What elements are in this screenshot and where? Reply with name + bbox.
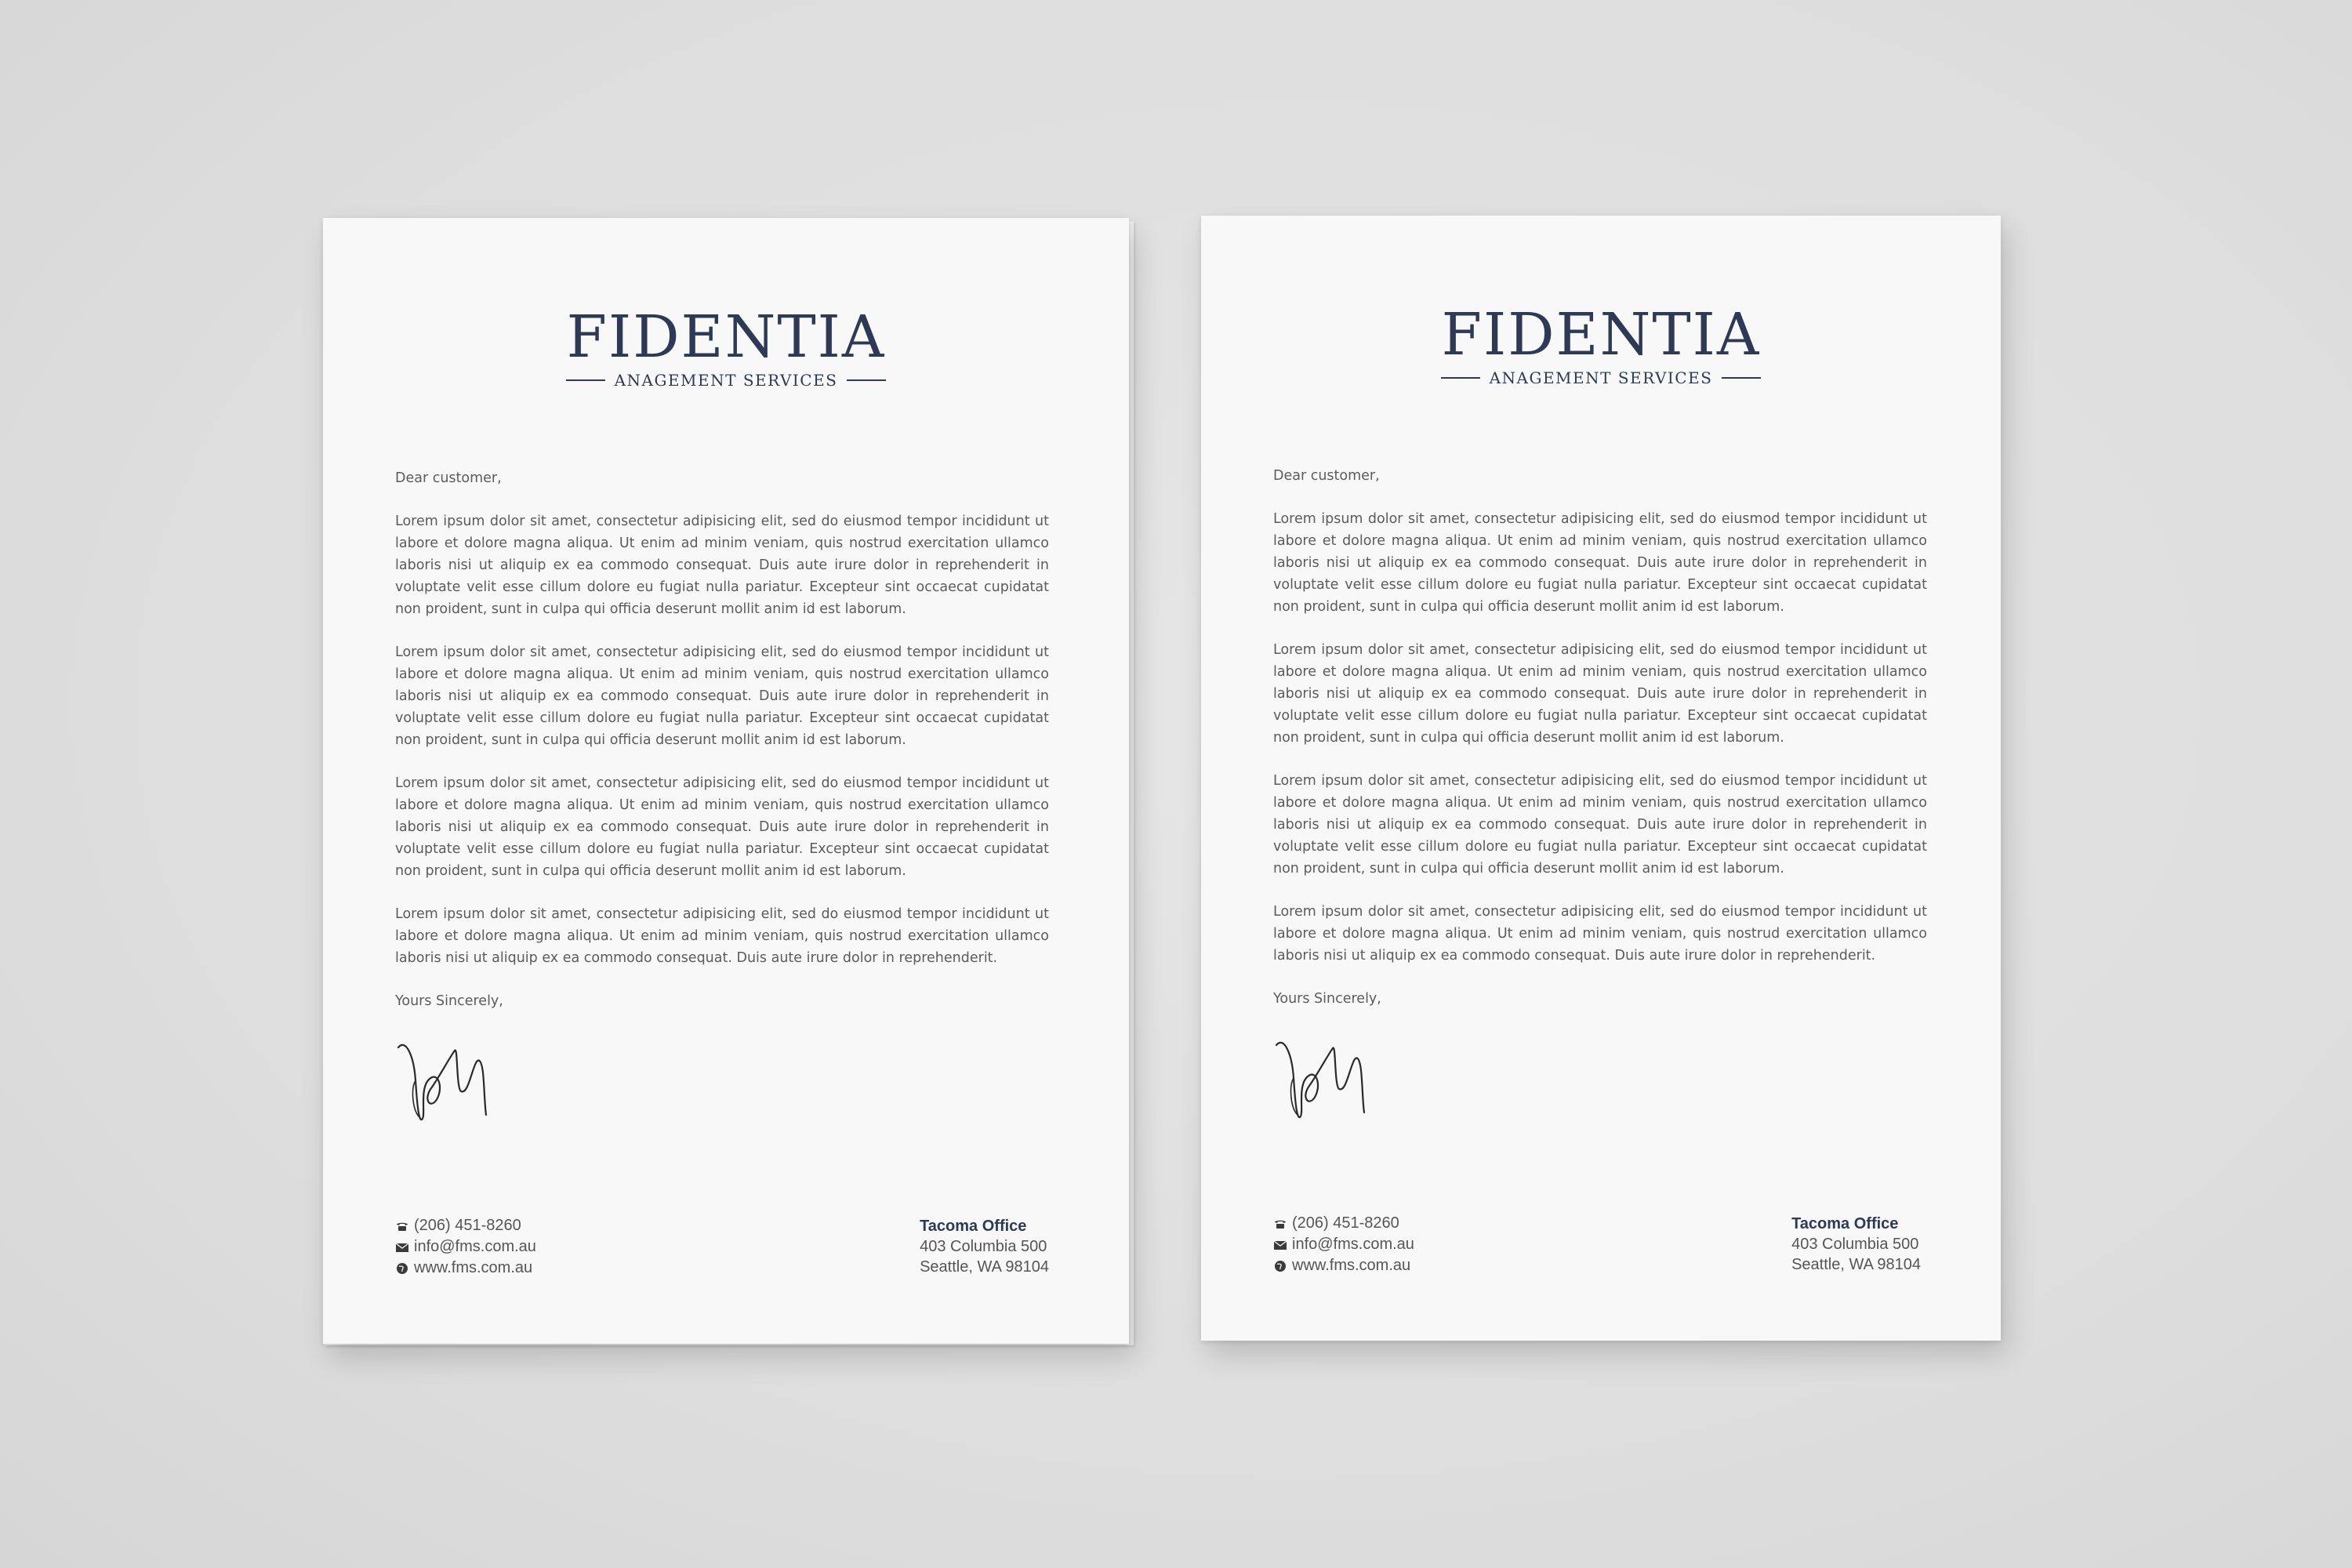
office-title: Tacoma Office [920,1218,1027,1235]
office-address-line: 403 Columbia 500 [1791,1236,1919,1253]
logo-rule-right [847,379,886,381]
office-address [1791,1214,1921,1275]
letter-body [395,467,1049,1033]
envelope-icon [1273,1239,1287,1251]
office-address-line: Seattle, WA 98104 [1791,1256,1921,1273]
contact-info [1273,1213,1414,1276]
signature-image [1273,1031,1375,1125]
office-address-line: 403 Columbia 500 [920,1238,1047,1255]
letter-body [1273,465,1927,1031]
logo-wordmark: FIDENTIA [1441,301,1761,368]
contact-email[interactable]: info@fms.com.au [414,1238,536,1255]
logo-tagline: ANAGEMENT SERVICES [614,371,838,390]
logo-rule-left [1441,377,1480,379]
globe-icon [395,1262,409,1275]
company-logo [323,303,1129,390]
phone-icon [1273,1218,1287,1230]
office-address [920,1216,1049,1277]
contact-phone-row [1273,1213,1414,1234]
contact-email-row [395,1236,536,1258]
contact-phone[interactable]: (206) 451-8260 [414,1217,521,1234]
letter-paragraph: Lorem ipsum dolor sit amet, consectetur adipisicing elit, sed do eiusmod tempor incididunt ut labore et dolore magna aliqua. Ut enim ad minim veniam, quis nostrud exercitation ullamco laboris nisi ut aliquip ex ea commodo consequat. Duis aute irure dolor in reprehenderit in voluptate velit esse cillum dolore eu fugiat nulla pariatur. Excepteur sint occaecat cupidatat non proident, sunt in culpa qui officia deserunt mollit anim id est laborum. [1273,773,1927,877]
letterhead-sheet-right [1201,216,2001,1341]
contact-info [395,1215,536,1279]
contact-website[interactable]: www.fms.com.au [414,1259,533,1276]
phone-icon [395,1220,409,1232]
letter-paragraph: Lorem ipsum dolor sit amet, consectetur adipisicing elit, sed do eiusmod tempor incididunt ut labore et dolore magna aliqua. Ut enim ad minim veniam, quis nostrud exercitation ullamco laboris nisi ut aliquip ex ea commodo consequat. Duis aute irure dolor in reprehenderit. [395,906,1049,966]
logo-rule-right [1722,377,1761,379]
contact-email[interactable]: info@fms.com.au [1292,1236,1414,1253]
letter-closing: Yours Sincerely, [1273,991,1381,1007]
signature-image [395,1033,497,1127]
globe-icon [1273,1260,1287,1272]
contact-phone[interactable]: (206) 451-8260 [1292,1214,1399,1232]
letter-paragraph: Lorem ipsum dolor sit amet, consectetur adipisicing elit, sed do eiusmod tempor incididunt ut labore et dolore magna aliqua. Ut enim ad minim veniam, quis nostrud exercitation ullamco laboris nisi ut aliquip ex ea commodo consequat. Duis aute irure dolor in reprehenderit in voluptate velit esse cillum dolore eu fugiat nulla pariatur. Excepteur sint occaecat cupidatat non proident, sunt in culpa qui officia deserunt mollit anim id est laborum. [1273,642,1927,746]
letter-greeting: Dear customer, [1273,468,1380,484]
letter-paragraph: Lorem ipsum dolor sit amet, consectetur adipisicing elit, sed do eiusmod tempor incididunt ut labore et dolore magna aliqua. Ut enim ad minim veniam, quis nostrud exercitation ullamco laboris nisi ut aliquip ex ea commodo consequat. Duis aute irure dolor in reprehenderit in voluptate velit esse cillum dolore eu fugiat nulla pariatur. Excepteur sint occaecat cupidatat non proident, sunt in culpa qui officia deserunt mollit anim id est laborum. [1273,511,1927,615]
letter-paragraph: Lorem ipsum dolor sit amet, consectetur adipisicing elit, sed do eiusmod tempor incididunt ut labore et dolore magna aliqua. Ut enim ad minim veniam, quis nostrud exercitation ullamco laboris nisi ut aliquip ex ea commodo consequat. Duis aute irure dolor in reprehenderit. [1273,904,1927,964]
letter-paragraph: Lorem ipsum dolor sit amet, consectetur adipisicing elit, sed do eiusmod tempor incididunt ut labore et dolore magna aliqua. Ut enim ad minim veniam, quis nostrud exercitation ullamco laboris nisi ut aliquip ex ea commodo consequat. Duis aute irure dolor in reprehenderit in voluptate velit esse cillum dolore eu fugiat nulla pariatur. Excepteur sint occaecat cupidatat non proident, sunt in culpa qui officia deserunt mollit anim id est laborum. [395,775,1049,879]
letter-paragraph: Lorem ipsum dolor sit amet, consectetur adipisicing elit, sed do eiusmod tempor incididunt ut labore et dolore magna aliqua. Ut enim ad minim veniam, quis nostrud exercitation ullamco laboris nisi ut aliquip ex ea commodo consequat. Duis aute irure dolor in reprehenderit in voluptate velit esse cillum dolore eu fugiat nulla pariatur. Excepteur sint occaecat cupidatat non proident, sunt in culpa qui officia deserunt mollit anim id est laborum. [395,514,1049,617]
contact-website-row [1273,1255,1414,1276]
contact-website[interactable]: www.fms.com.au [1292,1257,1411,1274]
letter-greeting: Dear customer, [395,470,502,486]
logo-tagline: ANAGEMENT SERVICES [1489,368,1713,387]
letterhead-sheet-left [323,218,1129,1344]
letter-paragraph: Lorem ipsum dolor sit amet, consectetur adipisicing elit, sed do eiusmod tempor incididunt ut labore et dolore magna aliqua. Ut enim ad minim veniam, quis nostrud exercitation ullamco laboris nisi ut aliquip ex ea commodo consequat. Duis aute irure dolor in reprehenderit in voluptate velit esse cillum dolore eu fugiat nulla pariatur. Excepteur sint occaecat cupidatat non proident, sunt in culpa qui officia deserunt mollit anim id est laborum. [395,644,1049,748]
letter-closing: Yours Sincerely, [395,993,503,1009]
contact-email-row [1273,1234,1414,1255]
logo-rule-left [566,379,605,381]
logo-wordmark: FIDENTIA [566,303,886,371]
company-logo [1201,301,2001,387]
contact-website-row [395,1258,536,1279]
contact-phone-row [395,1215,536,1236]
office-title: Tacoma Office [1791,1215,1899,1232]
office-address-line: Seattle, WA 98104 [920,1258,1049,1276]
envelope-icon [395,1241,409,1254]
